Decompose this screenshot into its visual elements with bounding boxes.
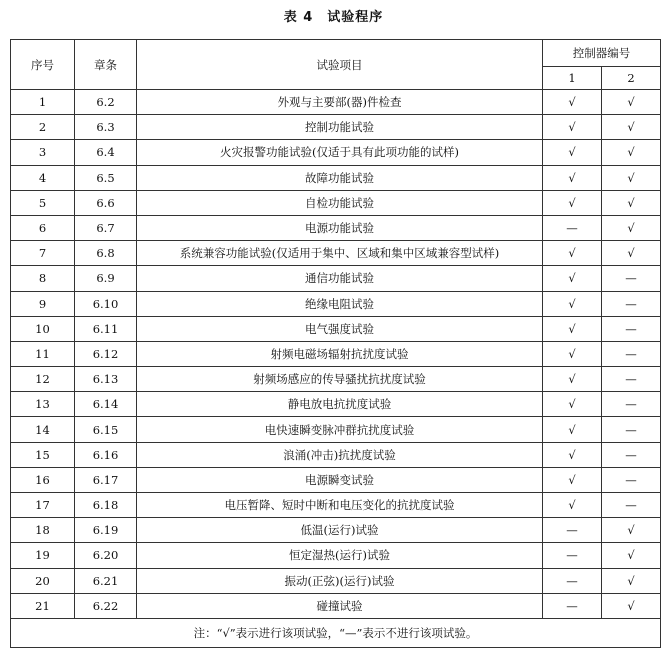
cell-clause: 6.20 xyxy=(75,543,137,568)
cell-item: 电源瞬变试验 xyxy=(137,467,543,492)
cell-item: 火灾报警功能试验(仅适于具有此项功能的试样) xyxy=(137,140,543,165)
cell-item: 碰撞试验 xyxy=(137,593,543,618)
cell-controller-1: √ xyxy=(543,467,602,492)
cell-seq: 8 xyxy=(11,266,75,291)
cell-item: 电气强度试验 xyxy=(137,316,543,341)
cell-item: 通信功能试验 xyxy=(137,266,543,291)
table-row xyxy=(11,316,661,341)
cell-controller-2: √ xyxy=(602,543,661,568)
cell-item: 浪涌(冲击)抗扰度试验 xyxy=(137,442,543,467)
cell-seq: 11 xyxy=(11,341,75,366)
cell-item: 振动(正弦)(运行)试验 xyxy=(137,568,543,593)
cell-controller-1: √ xyxy=(543,291,602,316)
cell-seq: 13 xyxy=(11,392,75,417)
cell-clause: 6.11 xyxy=(75,316,137,341)
table-row xyxy=(11,367,661,392)
header-item: 试验项目 xyxy=(137,40,543,90)
table-row xyxy=(11,593,661,618)
cell-controller-1: — xyxy=(543,518,602,543)
cell-clause: 6.18 xyxy=(75,493,137,518)
cell-clause: 6.2 xyxy=(75,90,137,115)
cell-clause: 6.4 xyxy=(75,140,137,165)
cell-controller-2: — xyxy=(602,367,661,392)
cell-clause: 6.7 xyxy=(75,215,137,240)
cell-seq: 14 xyxy=(11,417,75,442)
cell-seq: 12 xyxy=(11,367,75,392)
cell-controller-2: √ xyxy=(602,568,661,593)
cell-controller-2: √ xyxy=(602,90,661,115)
cell-clause: 6.21 xyxy=(75,568,137,593)
table-row xyxy=(11,518,661,543)
cell-item: 射频电磁场辐射抗扰度试验 xyxy=(137,341,543,366)
cell-controller-2: — xyxy=(602,417,661,442)
cell-controller-1: √ xyxy=(543,442,602,467)
cell-clause: 6.3 xyxy=(75,115,137,140)
cell-seq: 1 xyxy=(11,90,75,115)
cell-controller-2: √ xyxy=(602,241,661,266)
cell-clause: 6.8 xyxy=(75,241,137,266)
cell-item: 电压暂降、短时中断和电压变化的抗扰度试验 xyxy=(137,493,543,518)
cell-controller-1: √ xyxy=(543,493,602,518)
table-row xyxy=(11,90,661,115)
cell-controller-2: √ xyxy=(602,593,661,618)
table-row xyxy=(11,341,661,366)
cell-controller-1: √ xyxy=(543,90,602,115)
cell-item: 绝缘电阻试验 xyxy=(137,291,543,316)
table-row xyxy=(11,165,661,190)
cell-controller-2: √ xyxy=(602,190,661,215)
cell-seq: 19 xyxy=(11,543,75,568)
header-controller-1: 1 xyxy=(543,67,602,90)
cell-item: 自检功能试验 xyxy=(137,190,543,215)
cell-clause: 6.19 xyxy=(75,518,137,543)
cell-controller-1: √ xyxy=(543,392,602,417)
cell-item: 低温(运行)试验 xyxy=(137,518,543,543)
cell-controller-1: — xyxy=(543,593,602,618)
cell-seq: 4 xyxy=(11,165,75,190)
cell-item: 系统兼容功能试验(仅适用于集中、区域和集中区域兼容型试样) xyxy=(137,241,543,266)
table-row xyxy=(11,115,661,140)
table-row xyxy=(11,241,661,266)
cell-item: 静电放电抗扰度试验 xyxy=(137,392,543,417)
cell-clause: 6.13 xyxy=(75,367,137,392)
cell-seq: 6 xyxy=(11,215,75,240)
table-row xyxy=(11,266,661,291)
cell-clause: 6.9 xyxy=(75,266,137,291)
cell-controller-2: √ xyxy=(602,165,661,190)
cell-seq: 17 xyxy=(11,493,75,518)
cell-seq: 10 xyxy=(11,316,75,341)
cell-controller-2: — xyxy=(602,341,661,366)
cell-controller-1: √ xyxy=(543,316,602,341)
cell-controller-2: — xyxy=(602,442,661,467)
cell-clause: 6.14 xyxy=(75,392,137,417)
cell-seq: 2 xyxy=(11,115,75,140)
table-title: 表 4 试验程序 xyxy=(283,10,384,25)
cell-controller-1: √ xyxy=(543,417,602,442)
cell-controller-1: √ xyxy=(543,140,602,165)
table-row xyxy=(11,493,661,518)
cell-controller-2: — xyxy=(602,316,661,341)
cell-item: 电源功能试验 xyxy=(137,215,543,240)
cell-controller-1: √ xyxy=(543,266,602,291)
cell-controller-2: √ xyxy=(602,140,661,165)
cell-seq: 9 xyxy=(11,291,75,316)
table-row xyxy=(11,215,661,240)
cell-seq: 18 xyxy=(11,518,75,543)
cell-controller-1: √ xyxy=(543,341,602,366)
cell-controller-2: — xyxy=(602,392,661,417)
table-row xyxy=(11,442,661,467)
table-row xyxy=(11,190,661,215)
cell-controller-2: — xyxy=(602,467,661,492)
table-row xyxy=(11,291,661,316)
cell-controller-1: √ xyxy=(543,165,602,190)
cell-clause: 6.5 xyxy=(75,165,137,190)
header-controller-2: 2 xyxy=(602,67,661,90)
cell-controller-2: √ xyxy=(602,115,661,140)
cell-controller-2: √ xyxy=(602,518,661,543)
header-seq: 序号 xyxy=(11,40,75,90)
cell-seq: 21 xyxy=(11,593,75,618)
cell-controller-1: — xyxy=(543,568,602,593)
table-row xyxy=(11,467,661,492)
table-row xyxy=(11,543,661,568)
table-row xyxy=(11,417,661,442)
table-row xyxy=(11,568,661,593)
cell-controller-1: √ xyxy=(543,367,602,392)
cell-clause: 6.16 xyxy=(75,442,137,467)
cell-controller-2: — xyxy=(602,493,661,518)
cell-seq: 20 xyxy=(11,568,75,593)
cell-clause: 6.22 xyxy=(75,593,137,618)
cell-controller-1: √ xyxy=(543,190,602,215)
table-row xyxy=(11,140,661,165)
cell-controller-1: — xyxy=(543,543,602,568)
cell-controller-1: — xyxy=(543,215,602,240)
cell-clause: 6.17 xyxy=(75,467,137,492)
cell-clause: 6.10 xyxy=(75,291,137,316)
cell-item: 外观与主要部(器)件检查 xyxy=(137,90,543,115)
cell-controller-2: — xyxy=(602,266,661,291)
table-note: 注：“√”表示进行该项试验，“—”表示不进行该项试验。 xyxy=(11,618,661,647)
cell-clause: 6.6 xyxy=(75,190,137,215)
test-procedure-table xyxy=(10,39,661,648)
header-controller: 控制器编号 xyxy=(543,40,661,67)
cell-seq: 7 xyxy=(11,241,75,266)
cell-clause: 6.15 xyxy=(75,417,137,442)
cell-controller-2: √ xyxy=(602,215,661,240)
cell-seq: 16 xyxy=(11,467,75,492)
cell-item: 故障功能试验 xyxy=(137,165,543,190)
header-clause: 章条 xyxy=(75,40,137,90)
cell-item: 射频场感应的传导骚扰抗扰度试验 xyxy=(137,367,543,392)
cell-item: 控制功能试验 xyxy=(137,115,543,140)
cell-controller-1: √ xyxy=(543,115,602,140)
cell-controller-2: — xyxy=(602,291,661,316)
cell-seq: 15 xyxy=(11,442,75,467)
cell-item: 电快速瞬变脉冲群抗扰度试验 xyxy=(137,417,543,442)
cell-controller-1: √ xyxy=(543,241,602,266)
cell-seq: 3 xyxy=(11,140,75,165)
cell-item: 恒定湿热(运行)试验 xyxy=(137,543,543,568)
cell-clause: 6.12 xyxy=(75,341,137,366)
table-row xyxy=(11,392,661,417)
cell-seq: 5 xyxy=(11,190,75,215)
